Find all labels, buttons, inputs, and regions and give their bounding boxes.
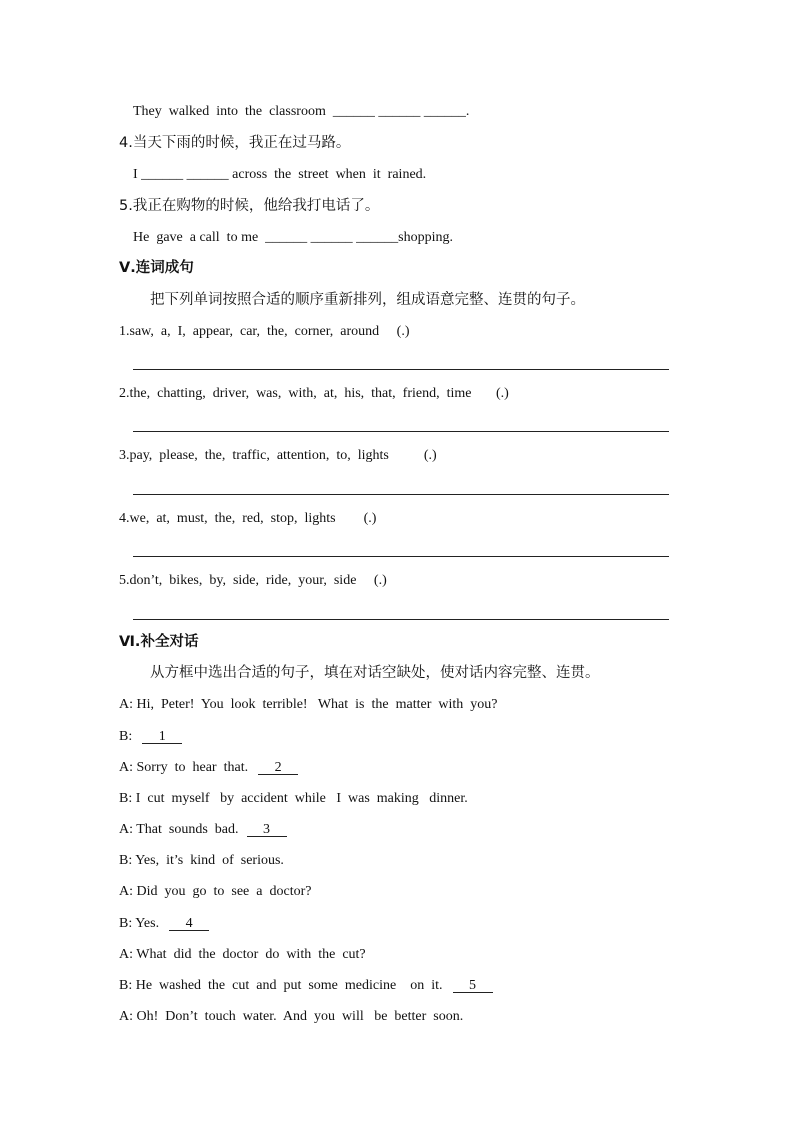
- dialog-line-1: [119, 696, 497, 714]
- section-5-instruction: 把下列单词按照合适的顺序重新排列，组成语意完整、连贯的句子。: [150, 292, 585, 308]
- dialog-text: A: What did the doctor do with the cut?: [119, 947, 366, 962]
- sentence-they-walked: They walked into the classroom ______ ______ ______.: [133, 104, 470, 119]
- answer-line-3[interactable]: [133, 494, 669, 495]
- question-5-chinese: 5.我正在购物的时候，他给我打电话了。: [119, 198, 380, 214]
- dialog-line-8: [119, 915, 209, 933]
- answer-line-4[interactable]: [133, 556, 669, 557]
- dialog-text: A: Oh! Don’t touch water. And you will be better soon.: [119, 1009, 464, 1024]
- dialog-blank-1[interactable]: 1: [142, 730, 182, 744]
- dialog-text: A: Did you go to see a doctor?: [119, 884, 312, 899]
- reorder-item-1: 1.saw, a, I, appear, car, the, corner, around (.): [119, 324, 410, 339]
- dialog-text: B: Yes.: [119, 916, 160, 931]
- reorder-item-4: 4.we, at, must, the, red, stop, lights (.): [119, 511, 377, 526]
- dialog-line-7: [119, 883, 311, 901]
- dialog-text: B: Yes, it’s kind of serious.: [119, 853, 284, 868]
- dialog-line-6: [119, 852, 284, 870]
- reorder-item-2: 2.the, chatting, driver, was, with, at, his, that, friend, time (.): [119, 386, 509, 401]
- dialog-line-4: [119, 790, 468, 808]
- dialog-text: A: Sorry to hear that.: [119, 760, 249, 775]
- dialog-text: B:: [119, 729, 133, 744]
- dialog-blank-2[interactable]: 2: [258, 761, 298, 775]
- answer-line-5[interactable]: [133, 619, 669, 620]
- question-4-english: I ______ ______ across the street when it rained.: [133, 167, 427, 182]
- dialog-line-9: [119, 946, 366, 964]
- answer-line-1[interactable]: [133, 369, 669, 370]
- dialog-line-5: [119, 821, 287, 839]
- answer-line-2[interactable]: [133, 431, 669, 432]
- section-6-instruction: 从方框中选出合适的句子，填在对话空缺处，使对话内容完整、连贯。: [150, 665, 600, 681]
- section-5-heading: Ⅴ.连词成句: [119, 260, 194, 276]
- reorder-item-5: 5.don’t, bikes, by, side, ride, your, side (.): [119, 573, 387, 588]
- dialog-blank-5[interactable]: 5: [453, 979, 493, 993]
- dialog-line-10: [119, 977, 493, 995]
- dialog-line-11: [119, 1008, 463, 1026]
- dialog-text: A: Hi, Peter! You look terrible! What is the matter with you?: [119, 697, 498, 712]
- question-5-english: He gave a call to me ______ ______ ______shopping.: [133, 230, 454, 245]
- dialog-text: B: I cut myself by accident while I was making dinner.: [119, 791, 468, 806]
- dialog-text: A: That sounds bad.: [119, 822, 239, 837]
- section-6-heading: Ⅵ.补全对话: [119, 634, 199, 650]
- reorder-item-3: 3.pay, please, the, traffic, attention, to, lights (.): [119, 448, 437, 463]
- dialog-text: B: He washed the cut and put some medicine on it.: [119, 978, 443, 993]
- dialog-blank-4[interactable]: 4: [169, 917, 209, 931]
- dialog-line-2: [119, 728, 182, 746]
- dialog-line-3: [119, 759, 298, 777]
- question-4-chinese: 4.当天下雨的时候，我正在过马路。: [119, 135, 351, 151]
- dialog-blank-3[interactable]: 3: [247, 823, 287, 837]
